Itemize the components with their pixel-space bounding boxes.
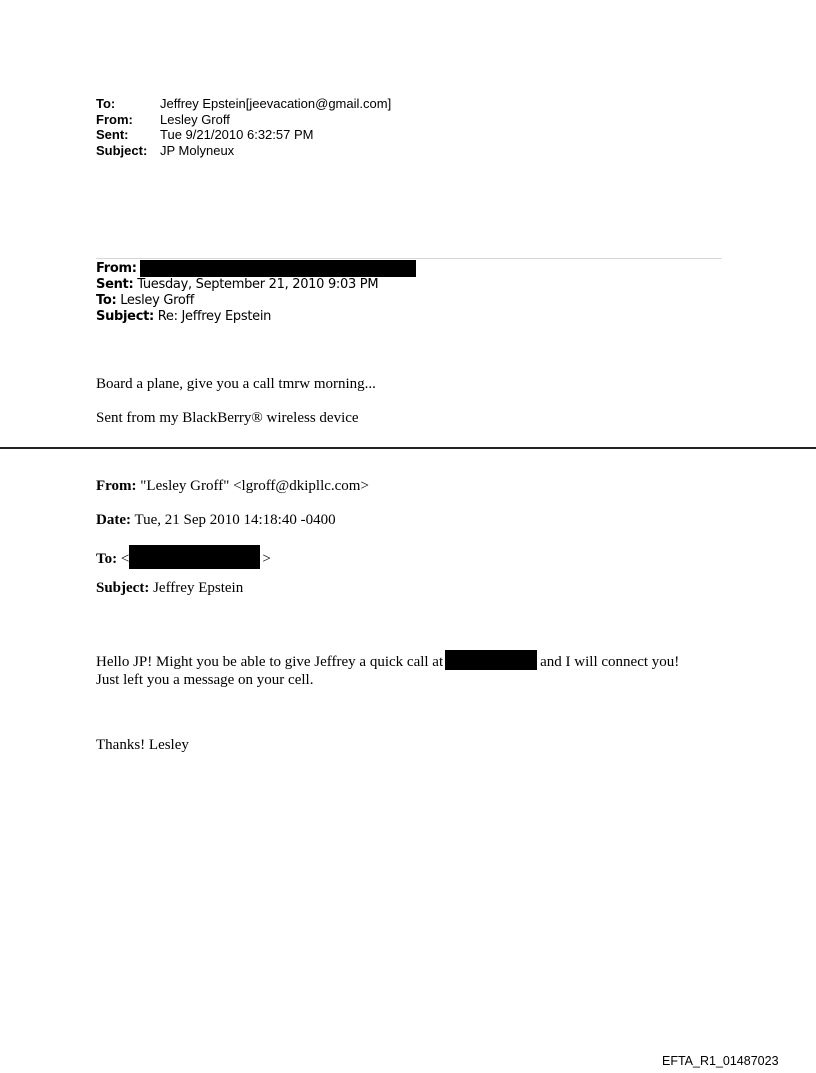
body-text-part1: Hello JP! Might you be able to give Jeffrey a quick call at bbox=[96, 654, 444, 670]
signoff: Thanks! Lesley bbox=[96, 737, 189, 753]
reply-to-row bbox=[96, 293, 416, 309]
reply-sent-label: Sent: bbox=[96, 277, 134, 292]
original-body bbox=[96, 650, 746, 689]
reply-subject-value: Re: Jeffrey Epstein bbox=[153, 309, 272, 324]
original-to-row bbox=[96, 545, 271, 569]
sent-label: Sent: bbox=[96, 127, 129, 142]
sent-value: Tue 9/21/2010 6:32:57 PM bbox=[160, 127, 314, 142]
original-date-row bbox=[96, 512, 336, 529]
original-from-label: From: bbox=[96, 478, 137, 494]
redaction-box bbox=[140, 260, 416, 277]
redaction-box bbox=[445, 650, 537, 670]
subject-label: Subject: bbox=[96, 142, 148, 158]
original-from-value: "Lesley Groff" <lgroff@dkipllc.com> bbox=[136, 478, 369, 494]
header-to-row bbox=[96, 96, 391, 112]
reply-to-value: Lesley Groff bbox=[116, 293, 195, 308]
original-body-line2: Just left you a message on your cell. bbox=[96, 672, 314, 688]
reply-header bbox=[96, 260, 416, 325]
reply-subject-row bbox=[96, 309, 416, 325]
message-divider bbox=[0, 447, 816, 449]
reply-body-signature: Sent from my BlackBerry® wireless device bbox=[96, 410, 359, 426]
bates-number: EFTA_R1_01487023 bbox=[662, 1054, 779, 1068]
original-body-line1 bbox=[96, 650, 746, 671]
from-label: From: bbox=[96, 111, 133, 127]
email-header bbox=[96, 96, 391, 158]
original-from-row bbox=[96, 478, 369, 495]
original-subject-row bbox=[96, 580, 243, 597]
reply-sent-row bbox=[96, 277, 416, 293]
subject-value: JP Molyneux bbox=[160, 142, 235, 158]
original-to-label: To: bbox=[96, 551, 118, 567]
reply-subject-label: Subject: bbox=[96, 309, 154, 324]
reply-body-line1: Board a plane, give you a call tmrw morning... bbox=[96, 376, 376, 392]
original-date-label: Date: bbox=[96, 512, 131, 528]
to-value: Jeffrey Epstein[jeevacation@gmail.com] bbox=[160, 96, 392, 111]
header-divider bbox=[96, 258, 722, 259]
reply-sent-value: Tuesday, September 21, 2010 9:03 PM bbox=[133, 277, 379, 292]
redaction-box bbox=[129, 545, 260, 569]
original-subject-value: Jeffrey Epstein bbox=[149, 580, 244, 596]
header-from-row bbox=[96, 112, 391, 128]
body-text-part2: and I will connect you! bbox=[540, 654, 680, 670]
reply-to-label: To: bbox=[96, 293, 117, 308]
to-label: To: bbox=[96, 96, 116, 111]
from-value: Lesley Groff bbox=[160, 111, 230, 127]
original-to-open: < bbox=[117, 551, 130, 567]
header-subject-row bbox=[96, 143, 391, 159]
reply-from-label: From: bbox=[96, 261, 137, 276]
original-subject-label: Subject: bbox=[96, 580, 150, 596]
reply-from-row bbox=[96, 260, 416, 277]
original-date-value: Tue, 21 Sep 2010 14:18:40 -0400 bbox=[130, 512, 336, 528]
header-sent-row bbox=[96, 127, 391, 143]
original-to-close: > bbox=[262, 551, 271, 567]
